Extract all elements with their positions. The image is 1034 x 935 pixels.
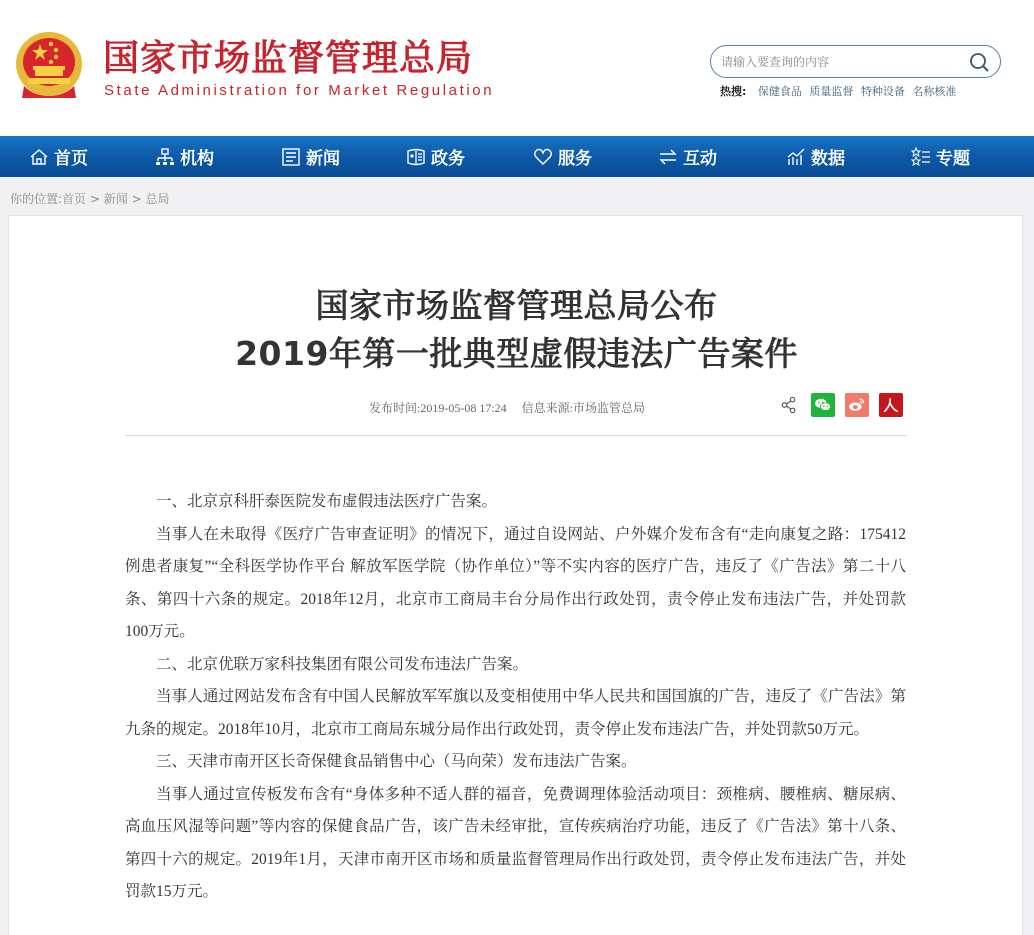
site-title-en: State Administration for Market Regulation [104, 82, 495, 99]
breadcrumb [10, 190, 169, 207]
nav-item-label: 政务 [431, 149, 465, 169]
wechat-icon[interactable] [811, 393, 835, 417]
government-icon [406, 147, 426, 167]
article-panel [8, 215, 1023, 935]
newspaper-icon [281, 147, 301, 167]
breadcrumb-prefix: 你的位置: [10, 192, 63, 206]
divider [125, 435, 906, 436]
main-nav [0, 136, 1034, 177]
publish-time-value: 2019-05-08 17:24 [420, 401, 507, 415]
article-title [9, 282, 1024, 378]
nav-item-home[interactable] [29, 136, 88, 177]
hot-search-link[interactable]: 特种设备 [860, 85, 905, 98]
site-title-cn[interactable]: 国家市场监督管理总局 [103, 38, 474, 79]
hot-search-label: 热搜: [720, 85, 747, 98]
case-detail: 当事人通过宣传板发布含有“身体多种不适人群的福音，免费调理体验活动项目：颈椎病、腰椎病、糖尿病、高血压风湿等问题”等内容的保健食品广告，该广告未经审批，宣传疾病治疗功能，违反了《广告法》第十八条、第四十六的规定。2019年1月，天津市南开区市场和质量监督管理局作出行政处罚，责令停止发布违法广告，并处罚款15万元。 [125, 785, 906, 900]
source-label: 信息来源: [521, 401, 574, 415]
search-input[interactable] [721, 55, 968, 69]
weibo-icon[interactable] [845, 393, 869, 417]
bar-chart-icon [786, 147, 806, 167]
nav-item-label: 首页 [54, 149, 88, 169]
case-heading: 一、北京京科肝泰医院发布虚假违法医疗广告案。 [156, 493, 498, 510]
case-detail: 当事人通过网站发布含有中国人民解放军军旗以及变相使用中华人民共和国国旗的广告，违反了《广告法》第九条的规定。2018年10月，北京市工商局东城分局作出行政处罚，责令停止发布违法广告，并处罚款50万元。 [125, 688, 906, 738]
national-emblem-icon[interactable] [14, 30, 84, 102]
breadcrumb-headquarters[interactable]: 总局 [145, 192, 170, 206]
nav-item-news[interactable] [281, 136, 340, 177]
article-meta [369, 399, 657, 416]
nav-item-label: 服务 [558, 149, 592, 169]
share-bar [777, 393, 903, 417]
share-icon[interactable] [777, 393, 801, 417]
breadcrumb-home[interactable]: 首页 [62, 192, 87, 206]
hot-search [720, 83, 960, 99]
home-icon [29, 147, 49, 167]
nav-item-topics[interactable] [911, 136, 970, 177]
source-value: 市场监管总局 [573, 401, 646, 415]
nav-item-data[interactable] [786, 136, 845, 177]
nav-item-label: 数据 [811, 149, 845, 169]
org-chart-icon [155, 147, 175, 167]
hot-search-link[interactable]: 名称核准 [912, 85, 957, 98]
breadcrumb-separator: > [127, 192, 146, 206]
site-header [0, 0, 1034, 136]
case-heading: 二、北京优联万家科技集团有限公司发布违法广告案。 [156, 655, 529, 673]
breadcrumb-separator: > [86, 192, 104, 206]
nav-item-service[interactable] [533, 136, 592, 177]
nav-item-interaction[interactable] [658, 136, 717, 177]
nav-item-label: 互动 [683, 149, 717, 169]
nav-item-org[interactable] [155, 136, 214, 177]
article-title-line2: 2019年第一批典型虚假违法广告案件 [235, 334, 798, 373]
hot-search-link[interactable]: 保健食品 [757, 85, 802, 98]
hot-search-link[interactable]: 质量监督 [809, 85, 854, 98]
star-list-icon [911, 147, 931, 167]
nav-item-government[interactable] [406, 136, 465, 177]
nav-item-label: 新闻 [306, 149, 340, 169]
publish-time-label: 发布时间: [369, 401, 421, 415]
publish-time [369, 401, 507, 415]
case-detail: 当事人在未取得《医疗广告审查证明》的情况下，通过自设网站、户外媒介发布含有“走向康复之路：175412例患者康复”“全科医学协作平台 解放军医学院（协作单位）”等不实内容的医疗广告，违反了《广告法》第二十八条、第四十六条的规定。2018年12月，北京市工商局丰台分局作出行政处罚，责令停止发布违法广告，并处罚款100万元。 [125, 525, 906, 640]
heart-icon [533, 147, 553, 167]
article-title-line1: 国家市场监督管理总局公布 [315, 286, 718, 325]
case-heading: 三、天津市南开区长奇保健食品销售中心（马向荣）发布违法广告案。 [156, 753, 637, 770]
search-box [710, 45, 1001, 78]
breadcrumb-news[interactable]: 新闻 [103, 192, 128, 206]
nav-item-label: 专题 [936, 149, 970, 169]
article-body [125, 486, 906, 909]
nav-item-label: 机构 [180, 149, 214, 169]
people-daily-icon[interactable] [879, 393, 903, 417]
source [522, 401, 645, 415]
search-icon[interactable] [968, 51, 990, 73]
exchange-arrows-icon [658, 147, 678, 167]
